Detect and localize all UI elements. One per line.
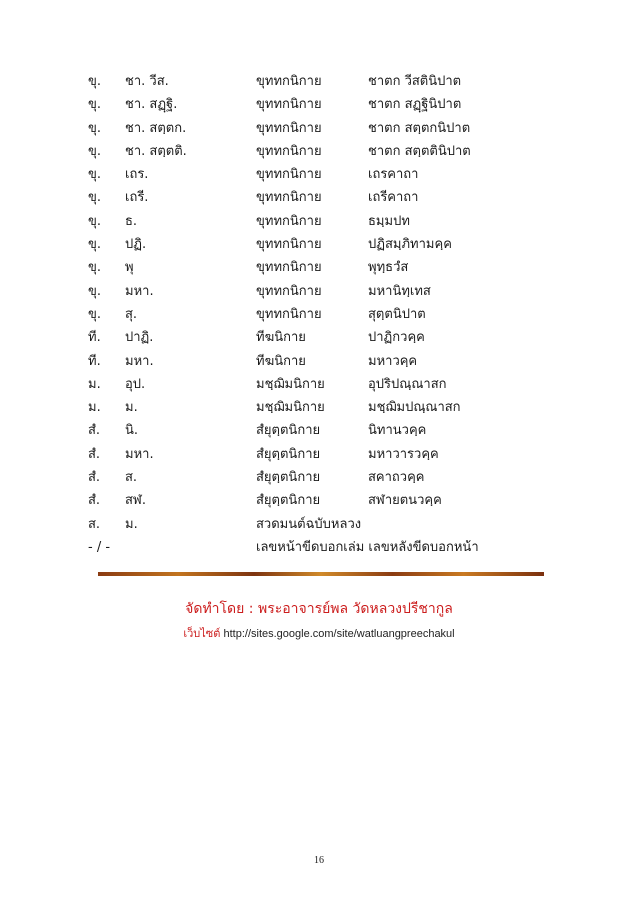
- collection-name: ขุททกนิกาย: [256, 74, 322, 89]
- website-label: เว็บไซต์: [183, 628, 221, 640]
- collection-abbrev: ที.: [88, 330, 101, 346]
- collection-name: สํยุตฺตนิกาย: [256, 470, 321, 486]
- book-abbrev: ม.: [125, 400, 138, 416]
- collection-abbrev: ขุ.: [88, 306, 102, 322]
- book-name: ปาฏิกวคฺค: [368, 330, 425, 346]
- book-abbrev: ม.: [125, 516, 138, 532]
- collection-abbrev: ม.: [88, 376, 101, 392]
- book-abbrev: ชา. สตฺตก.: [125, 120, 187, 136]
- collection-abbrev: ขุ.: [88, 120, 102, 136]
- collection-name: สํยุตฺตนิกาย: [256, 446, 321, 462]
- book-abbrev: ปาฏิ.: [125, 330, 154, 346]
- collection-name: ขุททกนิกาย: [256, 283, 322, 299]
- book-abbrev: พุ: [125, 260, 134, 276]
- collection-abbrev: สํ.: [88, 423, 101, 439]
- book-name: มหาวคฺค: [368, 353, 418, 369]
- book-name: มหานิทฺเทส: [368, 283, 431, 299]
- book-abbrev: มหา.: [125, 283, 154, 299]
- book-abbrev: มหา.: [125, 446, 154, 462]
- page-number: 16: [314, 855, 324, 866]
- collection-name: สวดมนต์ฉบับหลวง: [256, 516, 362, 532]
- collection-abbrev: สํ.: [88, 446, 101, 462]
- book-abbrev: นิ.: [125, 423, 139, 439]
- decorative-divider: [98, 572, 544, 576]
- website-line: [0, 624, 638, 642]
- book-name: สุตฺตนิปาต: [368, 306, 426, 322]
- collection-abbrev: ส.: [88, 516, 101, 532]
- collection-abbrev: ที.: [88, 353, 101, 369]
- collection-name: สํยุตฺตนิกาย: [256, 493, 321, 509]
- book-name: ชาตก วีสตินิปาต: [368, 74, 462, 89]
- collection-abbrev: - / -: [88, 539, 111, 555]
- author-credit: จัดทำโดย : พระอาจารย์พล วัดหลวงปรีชากูล: [185, 601, 453, 617]
- book-name: นิทานวคฺค: [368, 423, 427, 439]
- collection-name: ขุททกนิกาย: [256, 143, 322, 159]
- collection-abbrev: ขุ.: [88, 237, 102, 253]
- book-name: ธมฺมปท: [368, 213, 410, 229]
- collection-name: มชฺฌิมนิกาย: [256, 400, 325, 416]
- collection-name: ขุททกนิกาย: [256, 237, 322, 253]
- book-abbrev: ชา. สฏฺฐิ.: [125, 97, 178, 113]
- book-name: สฬายตนวคฺค: [368, 493, 442, 509]
- book-name: ปฏิสมฺภิทามคฺค: [368, 237, 452, 253]
- collection-name: ขุททกนิกาย: [256, 97, 322, 113]
- book-abbrev: ชา. สตฺตติ.: [125, 143, 187, 159]
- collection-abbrev: ขุ.: [88, 74, 102, 89]
- collection-abbrev: ขุ.: [88, 97, 102, 113]
- collection-name: มชฺฌิมนิกาย: [256, 376, 325, 392]
- collection-name: ขุททกนิกาย: [256, 260, 322, 276]
- collection-name: สํยุตฺตนิกาย: [256, 423, 321, 439]
- book-name: มชฺฌิมปณฺณาสก: [368, 400, 461, 416]
- book-abbrev: ส.: [125, 470, 138, 486]
- book-name: เถรคาถา: [368, 167, 419, 183]
- book-abbrev: มหา.: [125, 353, 154, 369]
- book-abbrev: เถรี.: [125, 190, 149, 206]
- book-name: เถรีคาถา: [368, 190, 419, 206]
- collection-name: ทีฆนิกาย: [256, 330, 306, 346]
- collection-name: ขุททกนิกาย: [256, 213, 322, 229]
- book-abbrev: สุ.: [125, 306, 138, 322]
- book-name: พุทฺธวํส: [368, 260, 409, 276]
- collection-name: ขุททกนิกาย: [256, 167, 322, 183]
- collection-name: เลขหน้าขีดบอกเล่ม เลขหลังขีดบอกหน้า: [256, 539, 479, 555]
- collection-abbrev: ขุ.: [88, 213, 102, 229]
- book-name: สคาถวคฺค: [368, 470, 425, 486]
- book-abbrev: สฬ.: [125, 493, 146, 509]
- book-abbrev: เถร.: [125, 167, 149, 183]
- book-name: อุปริปณฺณาสก: [368, 376, 447, 392]
- book-name: ชาตก สฏฺฐินิปาต: [368, 97, 462, 113]
- collection-abbrev: สํ.: [88, 470, 101, 486]
- collection-abbrev: ม.: [88, 400, 101, 416]
- book-abbrev: ปฏิ.: [125, 237, 147, 253]
- collection-abbrev: สํ.: [88, 493, 101, 509]
- book-name: ชาตก สตฺตตินิปาต: [368, 143, 471, 159]
- book-abbrev: อุป.: [125, 376, 146, 392]
- collection-name: ขุททกนิกาย: [256, 190, 322, 206]
- collection-abbrev: ขุ.: [88, 167, 102, 183]
- book-name: ชาตก สตฺตกนิปาต: [368, 120, 471, 136]
- collection-abbrev: ขุ.: [88, 283, 102, 299]
- website-link[interactable]: http://sites.google.com/site/watluangpreechakul: [223, 628, 455, 640]
- collection-abbrev: ขุ.: [88, 190, 102, 206]
- collection-name: ขุททกนิกาย: [256, 120, 322, 136]
- collection-name: ทีฆนิกาย: [256, 353, 306, 369]
- collection-abbrev: ขุ.: [88, 260, 102, 276]
- book-abbrev: ชา. วีส.: [125, 74, 169, 89]
- collection-name: ขุททกนิกาย: [256, 306, 322, 322]
- book-abbrev: ธ.: [125, 213, 138, 229]
- book-name: มหาวารวคฺค: [368, 446, 439, 462]
- collection-abbrev: ขุ.: [88, 143, 102, 159]
